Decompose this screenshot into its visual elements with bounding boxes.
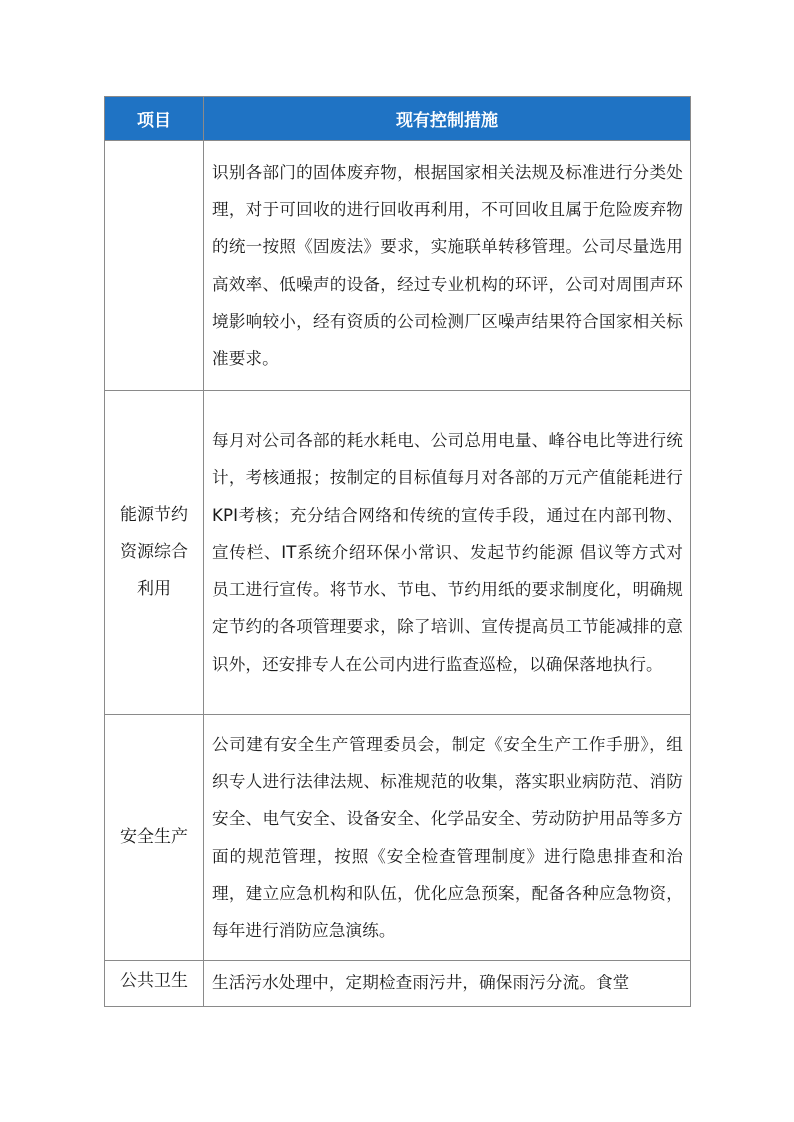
table-row [105, 141, 691, 391]
header-measures: 现有控制措施 [204, 97, 691, 141]
table-row [105, 961, 691, 1007]
table-row [105, 391, 691, 715]
item-cell: 公共卫生 [105, 961, 204, 1007]
measures-cell: 公司建有安全生产管理委员会，制定《安全生产工作手册》，组织专人进行法律法规、标准规范的收集，落实职业病防范、消防安全、电气安全、设备安全、化学品安全、劳动防护用品等多方面的规范管理，按照《安全检查管理制度》进行隐患排查和治理，建立应急机构和队伍，优化应急预案，配备各种应急物资，每年进行消防应急演练。 [204, 715, 691, 961]
measures-cell: 识别各部门的固体废弃物，根据国家相关法规及标准进行分类处理，对于可回收的进行回收再利用，不可回收且属于危险废弃物的统一按照《固废法》要求，实施联单转移管理。公司尽量选用高效率、低噪声的设备，经过专业机构的环评，公司对周围声环境影响较小，经有资质的公司检测厂区噪声结果符合国家相关标准要求。 [204, 141, 691, 391]
item-cell [105, 141, 204, 391]
header-item: 项目 [105, 97, 204, 141]
table-header-row [105, 97, 691, 141]
table-row [105, 715, 691, 961]
measures-cell: 每月对公司各部的耗水耗电、公司总用电量、峰谷电比等进行统计，考核通报；按制定的目标值每月对各部的万元产值能耗进行KPI考核；充分结合网络和传统的宣传手段，通过在内部刊物、宣传栏、IT系统介绍环保小常识、发起节约能源 倡议等方式对员工进行宣传。将节水、节电、节约用纸的要求制度化，明确规定节约的各项管理要求，除了培训、宣传提高员工节能减排的意识外，还安排专人在公司内进行监查巡检，以确保落地执行。 [204, 391, 691, 715]
measures-cell: 生活污水处理中，定期检查雨污井，确保雨污分流。食堂 [204, 961, 691, 1007]
item-cell: 安全生产 [105, 715, 204, 961]
measures-table [104, 96, 691, 1007]
item-cell: 能源节约资源综合利用 [105, 391, 204, 715]
